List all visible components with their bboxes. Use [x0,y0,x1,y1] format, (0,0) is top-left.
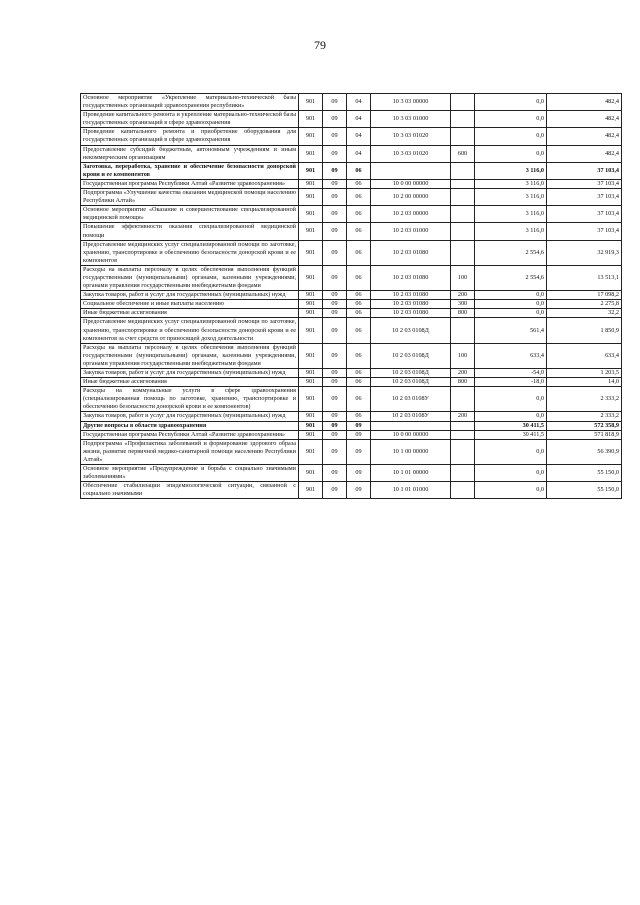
item-name-cell: Закупка товаров, работ и услуг для государственных (муниципальных) нужд [81,412,299,421]
change-amount-cell: 0,0 [475,300,547,309]
expense-type-cell [451,223,475,240]
section-code-cell: 09 [323,206,347,223]
expense-type-cell: 800 [451,309,475,318]
change-amount-cell: -54,0 [475,369,547,378]
expense-type-cell [451,421,475,430]
total-amount-cell: 55 150,0 [547,465,622,482]
grbs-code-cell: 901 [299,265,323,290]
subsection-code-cell: 06 [347,291,371,300]
section-code-cell: 09 [323,412,347,421]
total-amount-cell: 14,0 [547,378,622,387]
total-amount-cell: 37 103,4 [547,179,622,188]
grbs-code-cell: 901 [299,94,323,111]
grbs-code-cell: 901 [299,412,323,421]
target-article-cell: 10 2 03 0108У [371,387,451,412]
expense-type-cell: 100 [451,343,475,368]
budget-table-body [81,94,622,499]
section-code-cell: 09 [323,128,347,145]
change-amount-cell: 0,0 [475,94,547,111]
item-name-cell: Основное мероприятие «Предупреждение и борьба с социально значимыми заболеваниями» [81,465,299,482]
total-amount-cell: 482,4 [547,111,622,128]
expense-type-cell: 200 [451,291,475,300]
section-code-cell: 09 [323,162,347,179]
total-amount-cell: 2 333,2 [547,387,622,412]
item-name-cell: Государственная программа Республики Алтай «Развитие здравоохранения» [81,430,299,439]
target-article-cell: 10 2 03 01080 [371,291,451,300]
subsection-code-cell: 06 [347,300,371,309]
expense-type-cell: 600 [451,145,475,162]
table-row [81,145,622,162]
item-name-cell: Повышение эффективности оказания специализированной медицинской помощи [81,223,299,240]
subsection-code-cell: 06 [347,179,371,188]
target-article-cell: 10 0 00 00000 [371,179,451,188]
section-code-cell: 09 [323,189,347,206]
table-row [81,128,622,145]
item-name-cell: Предоставление субсидий бюджетным, автономным учреждениям и иным некоммерческим организациям [81,145,299,162]
change-amount-cell: 0,0 [475,465,547,482]
subsection-code-cell: 06 [347,318,371,343]
item-name-cell: Подпрограмма «Профилактика заболеваний и формирование здорового образа жизни, развитие первичной медико-санитарной помощи населению Республики Алтай» [81,439,299,464]
expense-type-cell [451,482,475,499]
total-amount-cell: 37 103,4 [547,206,622,223]
target-article-cell: 10 2 03 0108Д [371,318,451,343]
expense-type-cell [451,162,475,179]
subsection-code-cell: 06 [347,162,371,179]
change-amount-cell: 3 116,0 [475,162,547,179]
grbs-code-cell: 901 [299,318,323,343]
grbs-code-cell: 901 [299,240,323,265]
target-article-cell: 10 3 03 01020 [371,128,451,145]
change-amount-cell: 0,0 [475,387,547,412]
item-name-cell: Подпрограмма «Улучшение качества оказания медицинской помощи населению Республики Алтай» [81,189,299,206]
expense-type-cell: 200 [451,369,475,378]
expense-type-cell [451,111,475,128]
table-row [81,412,622,421]
subsection-code-cell: 06 [347,369,371,378]
item-name-cell: Закупка товаров, работ и услуг для государственных (муниципальных) нужд [81,291,299,300]
grbs-code-cell: 901 [299,111,323,128]
total-amount-cell: 572 358,9 [547,421,622,430]
section-code-cell: 09 [323,179,347,188]
total-amount-cell: 482,4 [547,94,622,111]
item-name-cell: Государственная программа Республики Алтай «Развитие здравоохранения» [81,179,299,188]
change-amount-cell: 0,0 [475,439,547,464]
grbs-code-cell: 901 [299,300,323,309]
subsection-code-cell: 04 [347,128,371,145]
section-code-cell: 09 [323,482,347,499]
subsection-code-cell: 06 [347,223,371,240]
total-amount-cell: 13 513,1 [547,265,622,290]
table-row [81,343,622,368]
total-amount-cell: 32,2 [547,309,622,318]
table-row [81,309,622,318]
subsection-code-cell: 06 [347,189,371,206]
section-code-cell: 09 [323,223,347,240]
change-amount-cell: 3 116,0 [475,206,547,223]
item-name-cell: Закупка товаров, работ и услуг для государственных (муниципальных) нужд [81,369,299,378]
change-amount-cell: 30 411,5 [475,430,547,439]
subsection-code-cell: 06 [347,387,371,412]
section-code-cell: 09 [323,421,347,430]
grbs-code-cell: 901 [299,421,323,430]
section-code-cell: 09 [323,465,347,482]
expense-type-cell [451,240,475,265]
total-amount-cell: 482,4 [547,128,622,145]
section-code-cell: 09 [323,240,347,265]
table-row [81,240,622,265]
section-code-cell: 09 [323,265,347,290]
item-name-cell: Проведение капитального ремонта и приобретение оборудования для государственных организаций в сфере здравоохранения [81,128,299,145]
grbs-code-cell: 901 [299,128,323,145]
change-amount-cell: 2 554,6 [475,265,547,290]
section-code-cell: 09 [323,300,347,309]
table-row [81,387,622,412]
target-article-cell: 10 1 00 00000 [371,439,451,464]
section-code-cell: 09 [323,291,347,300]
change-amount-cell: 0,0 [475,111,547,128]
target-article-cell: 10 2 03 0108Д [371,343,451,368]
total-amount-cell: 37 103,4 [547,189,622,206]
subsection-code-cell: 09 [347,482,371,499]
target-article-cell: 10 2 03 01000 [371,223,451,240]
total-amount-cell: 32 919,3 [547,240,622,265]
grbs-code-cell: 901 [299,387,323,412]
item-name-cell: Обеспечение стабилизации эпидемиологической ситуации, связанной с социально значимыми [81,482,299,499]
expense-type-cell [451,318,475,343]
target-article-cell: 10 3 03 01000 [371,111,451,128]
section-code-cell: 09 [323,439,347,464]
subsection-code-cell: 06 [347,343,371,368]
grbs-code-cell: 901 [299,369,323,378]
table-row [81,421,622,430]
table-row [81,300,622,309]
target-article-cell: 10 3 03 00000 [371,94,451,111]
grbs-code-cell: 901 [299,439,323,464]
section-code-cell: 09 [323,309,347,318]
grbs-code-cell: 901 [299,206,323,223]
section-code-cell: 09 [323,369,347,378]
change-amount-cell: 633,4 [475,343,547,368]
section-code-cell: 09 [323,318,347,343]
target-article-cell: 10 2 03 01080 [371,300,451,309]
subsection-code-cell: 04 [347,111,371,128]
total-amount-cell: 2 333,2 [547,412,622,421]
change-amount-cell: 561,4 [475,318,547,343]
item-name-cell: Расходы на коммунальные услуги в сфере здравоохранения (специализированная помощь по заготовке, хранению, транспортировке и обеспечению безопасности донорской крови и ее компонентов) [81,387,299,412]
total-amount-cell: 17 098,2 [547,291,622,300]
change-amount-cell: 0,0 [475,412,547,421]
expense-type-cell [451,94,475,111]
change-amount-cell: 3 116,0 [475,189,547,206]
total-amount-cell: 56 390,9 [547,439,622,464]
table-row [81,223,622,240]
grbs-code-cell: 901 [299,145,323,162]
item-name-cell: Иные бюджетные ассигнования [81,309,299,318]
table-row [81,465,622,482]
expense-type-cell [451,189,475,206]
target-article-cell [371,421,451,430]
expense-type-cell: 800 [451,378,475,387]
item-name-cell: Другие вопросы в области здравоохранения [81,421,299,430]
subsection-code-cell: 06 [347,265,371,290]
expense-type-cell [451,128,475,145]
subsection-code-cell: 09 [347,421,371,430]
target-article-cell: 10 0 00 00000 [371,430,451,439]
subsection-code-cell: 06 [347,240,371,265]
table-row [81,162,622,179]
item-name-cell: Предоставление медицинских услуг специализированной помощи по заготовке, хранению, транспортировке и обеспечению безопасности донорской крови и ее компонентов [81,240,299,265]
change-amount-cell: 0,0 [475,291,547,300]
subsection-code-cell: 09 [347,439,371,464]
item-name-cell: Основное мероприятие «Укрепление материально-технической базы государственных организаций здравоохранения республики» [81,94,299,111]
grbs-code-cell: 901 [299,189,323,206]
change-amount-cell: 0,0 [475,482,547,499]
table-row [81,179,622,188]
change-amount-cell: -18,0 [475,378,547,387]
change-amount-cell: 0,0 [475,128,547,145]
total-amount-cell: 1 850,9 [547,318,622,343]
section-code-cell: 09 [323,378,347,387]
section-code-cell: 09 [323,343,347,368]
change-amount-cell: 0,0 [475,309,547,318]
total-amount-cell: 1 203,5 [547,369,622,378]
grbs-code-cell: 901 [299,223,323,240]
target-article-cell: 10 2 03 00000 [371,206,451,223]
target-article-cell: 10 2 03 01080 [371,265,451,290]
grbs-code-cell: 901 [299,291,323,300]
item-name-cell: Предоставление медицинских услуг специализированной помощи по заготовке, хранению, транспортировке и обеспечению безопасности донорской крови и ее компонентов за счет средств от приносящей доход деятельности [81,318,299,343]
expense-type-cell [451,206,475,223]
change-amount-cell: 3 116,0 [475,179,547,188]
table-row [81,94,622,111]
budget-table [80,93,622,499]
target-article-cell: 10 2 03 01080 [371,309,451,318]
table-row [81,482,622,499]
target-article-cell: 10 1 01 00000 [371,465,451,482]
grbs-code-cell: 901 [299,343,323,368]
subsection-code-cell: 06 [347,378,371,387]
table-row [81,291,622,300]
table-row [81,369,622,378]
table-row [81,189,622,206]
target-article-cell: 10 3 03 01020 [371,145,451,162]
item-name-cell: Проведение капитального ремонта и укрепление материально-технической базы государственных организаций в сфере здравоохранения [81,111,299,128]
target-article-cell: 10 2 03 01080 [371,240,451,265]
subsection-code-cell: 04 [347,145,371,162]
target-article-cell [371,162,451,179]
section-code-cell: 09 [323,387,347,412]
target-article-cell: 10 1 01 01000 [371,482,451,499]
subsection-code-cell: 09 [347,430,371,439]
page-number: 79 [314,38,326,52]
total-amount-cell: 2 275,8 [547,300,622,309]
subsection-code-cell: 06 [347,412,371,421]
subsection-code-cell: 06 [347,309,371,318]
change-amount-cell: 30 411,5 [475,421,547,430]
table-row [81,265,622,290]
grbs-code-cell: 901 [299,179,323,188]
expense-type-cell [451,179,475,188]
expense-type-cell [451,387,475,412]
section-code-cell: 09 [323,94,347,111]
section-code-cell: 09 [323,111,347,128]
subsection-code-cell: 09 [347,465,371,482]
change-amount-cell: 3 116,0 [475,223,547,240]
change-amount-cell: 2 554,6 [475,240,547,265]
target-article-cell: 10 2 03 0108Д [371,369,451,378]
grbs-code-cell: 901 [299,309,323,318]
total-amount-cell: 55 150,0 [547,482,622,499]
expense-type-cell [451,465,475,482]
grbs-code-cell: 901 [299,162,323,179]
grbs-code-cell: 901 [299,378,323,387]
item-name-cell: Расходы на выплаты персоналу в целях обеспечения выполнения функций государственными (муниципальными) органами, казенными учреждениями, органами управления государственными внебюджетными фондами [81,343,299,368]
change-amount-cell: 0,0 [475,145,547,162]
table-row [81,439,622,464]
table-row [81,378,622,387]
item-name-cell: Основное мероприятие «Оказание и совершенствование специализированной медицинской помощи» [81,206,299,223]
table-row [81,111,622,128]
expense-type-cell [451,430,475,439]
grbs-code-cell: 901 [299,482,323,499]
expense-type-cell: 100 [451,265,475,290]
total-amount-cell: 37 103,4 [547,162,622,179]
expense-type-cell [451,439,475,464]
expense-type-cell: 200 [451,412,475,421]
item-name-cell: Иные бюджетные ассигнования [81,378,299,387]
target-article-cell: 10 2 03 0108У [371,412,451,421]
grbs-code-cell: 901 [299,465,323,482]
table-row [81,318,622,343]
total-amount-cell: 571 818,9 [547,430,622,439]
subsection-code-cell: 04 [347,94,371,111]
subsection-code-cell: 06 [347,206,371,223]
target-article-cell: 10 2 00 00000 [371,189,451,206]
section-code-cell: 09 [323,145,347,162]
total-amount-cell: 633,4 [547,343,622,368]
target-article-cell: 10 2 03 0108Д [371,378,451,387]
item-name-cell: Расходы на выплаты персоналу в целях обеспечения выполнения функций государственными (муниципальными) органами, казенными учреждениями, органами управления государственными внебюджетными фондами [81,265,299,290]
table-row [81,430,622,439]
grbs-code-cell: 901 [299,430,323,439]
total-amount-cell: 482,4 [547,145,622,162]
expense-type-cell: 300 [451,300,475,309]
item-name-cell: Заготовка, переработка, хранение и обеспечение безопасности донорской крови и ее компонентов [81,162,299,179]
section-code-cell: 09 [323,430,347,439]
total-amount-cell: 37 103,4 [547,223,622,240]
item-name-cell: Социальное обеспечение и иные выплаты населению [81,300,299,309]
table-row [81,206,622,223]
